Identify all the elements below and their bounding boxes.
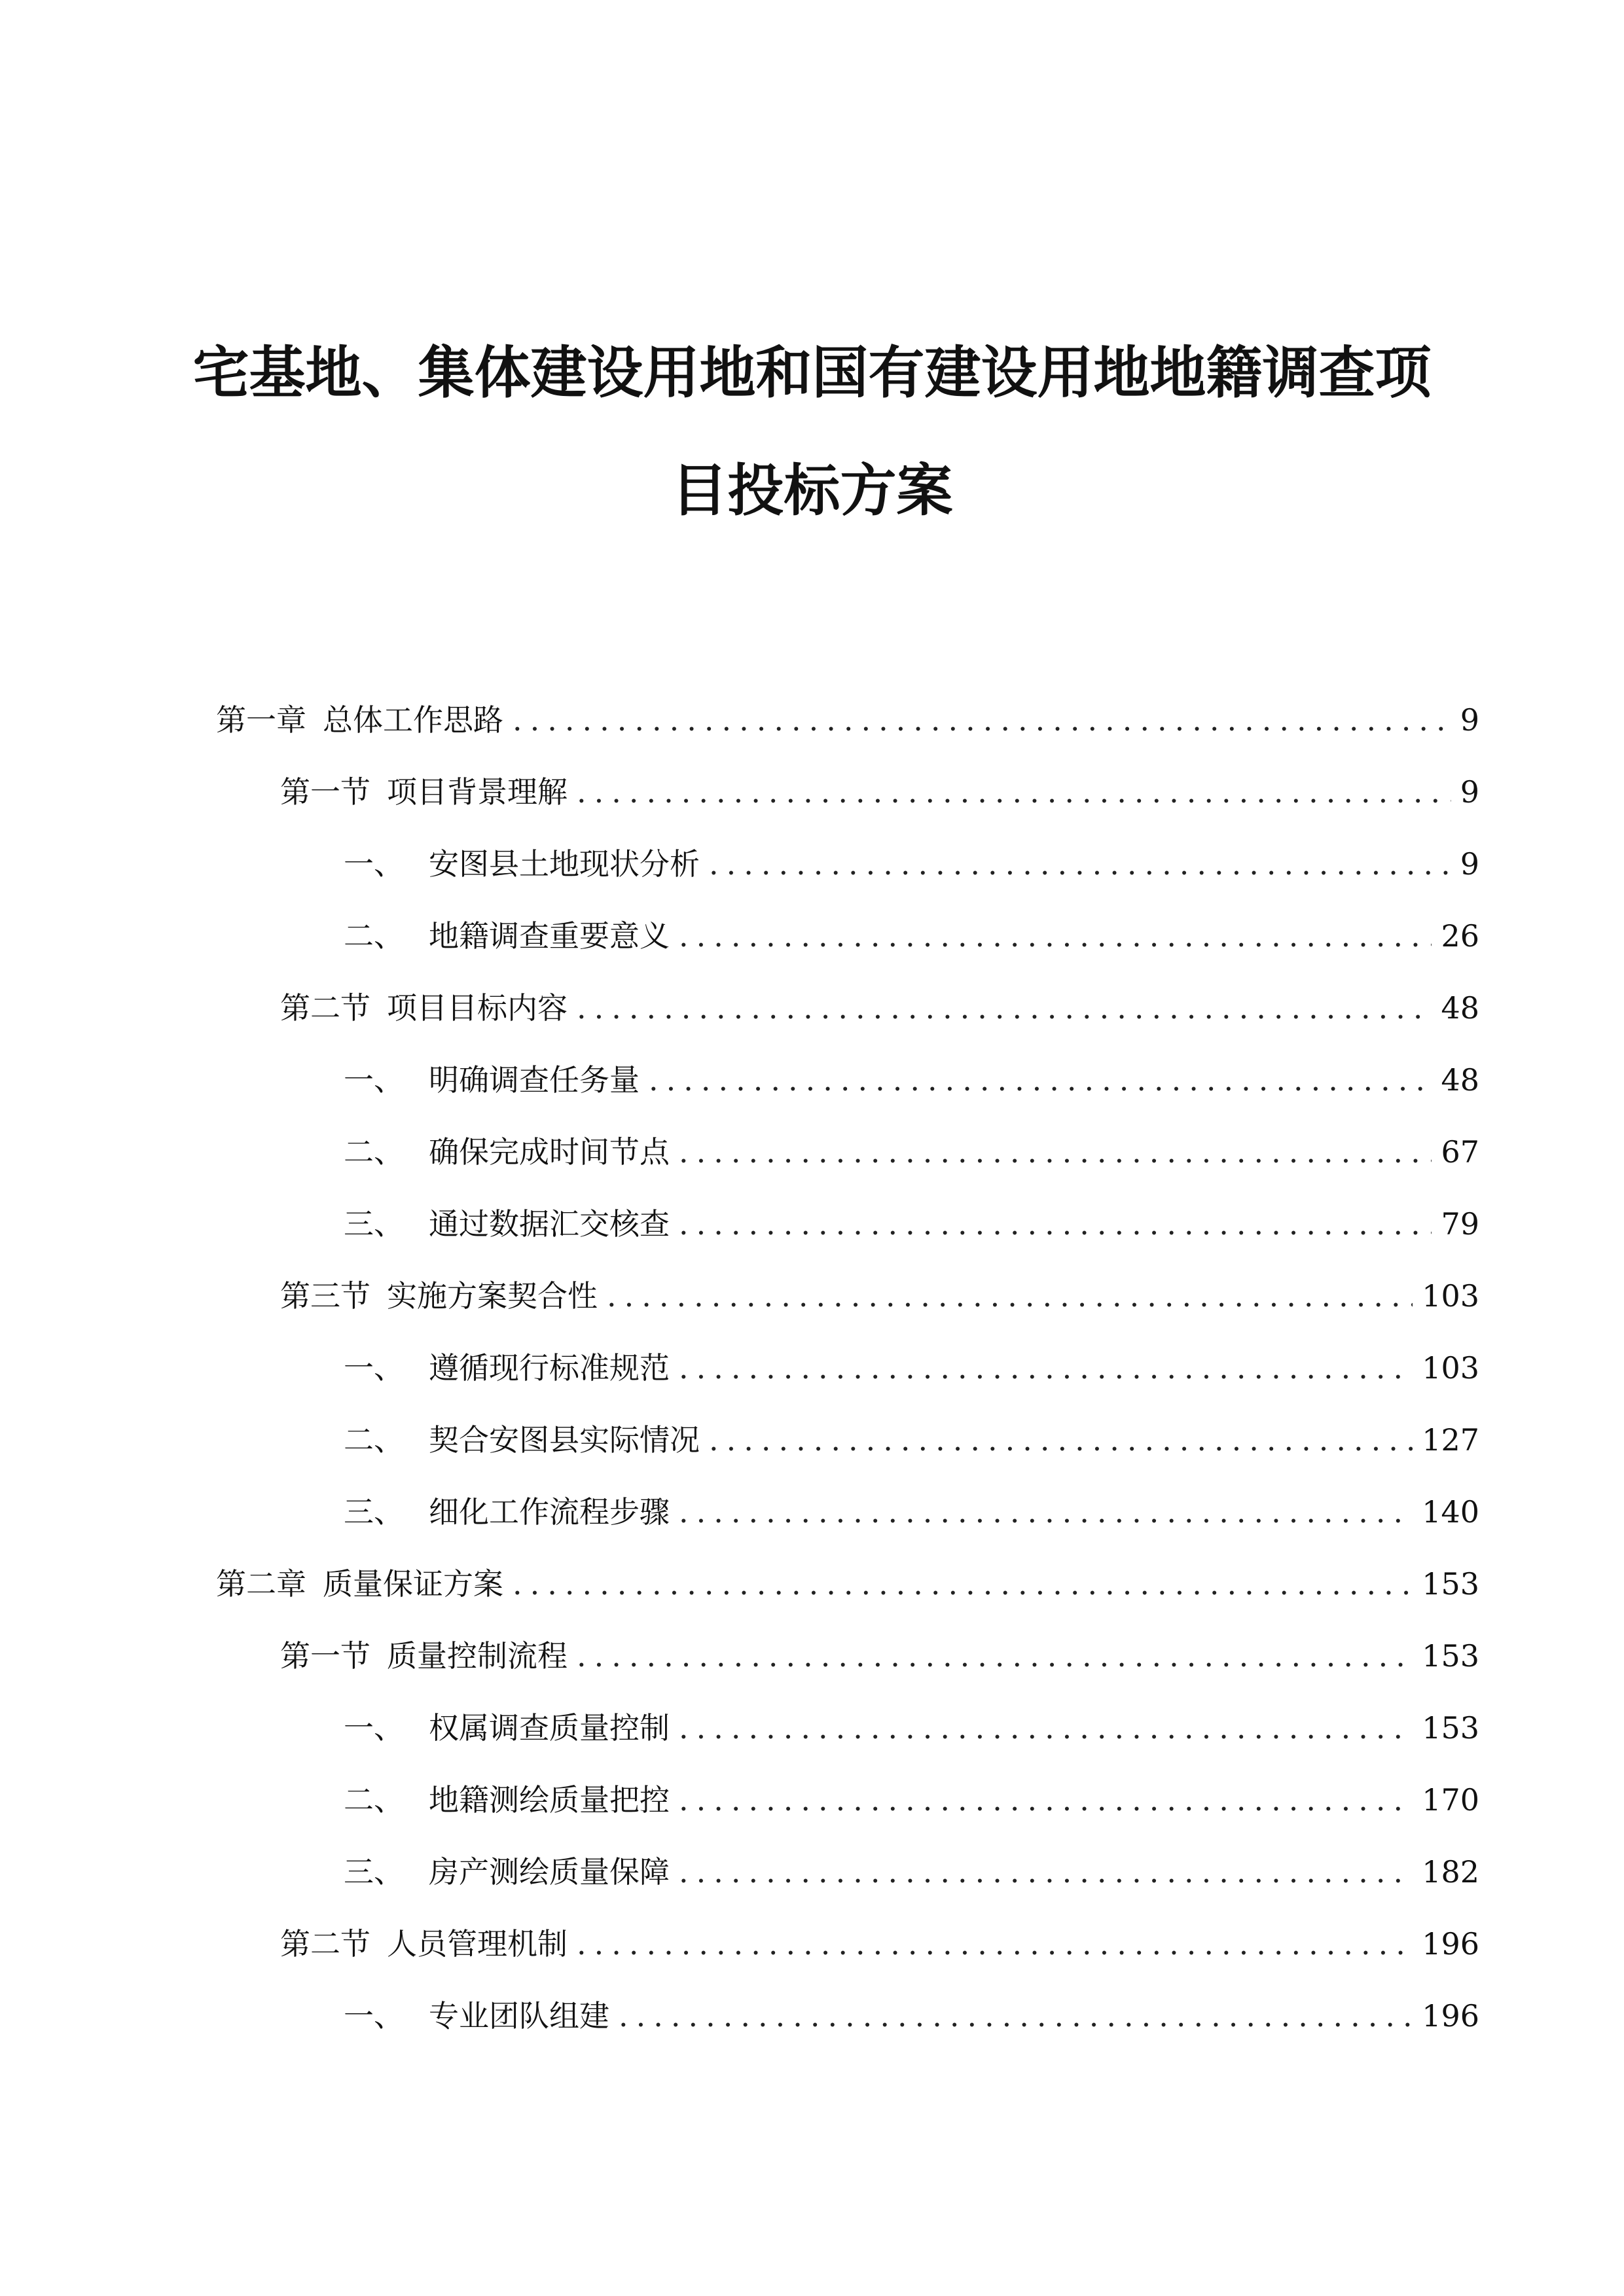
toc-entry-title: 确保完成时间节点 [429,1134,670,1170]
toc-dot-leader [679,1846,1413,1898]
toc-dot-leader [577,982,1432,1034]
toc-entry[interactable] [344,1126,1479,1178]
toc-entry[interactable] [344,838,1479,890]
toc-dot-leader [679,1486,1413,1538]
toc-page-number: 170 [1422,1782,1479,1818]
toc-page-number: 48 [1441,990,1479,1026]
toc-entry-number: 二、 [344,1422,404,1458]
toc-entry[interactable] [344,1774,1479,1826]
toc-entry-number: 三、 [344,1494,404,1530]
toc-dot-leader [577,1918,1413,1970]
toc-page-number: 196 [1422,1926,1479,1962]
toc-page-number: 9 [1460,702,1479,738]
toc-entry-number: 二、 [344,1134,404,1170]
toc-entry[interactable] [280,1630,1479,1682]
toc-entry-title: 遵循现行标准规范 [429,1350,670,1386]
toc-dot-leader [513,1558,1413,1610]
toc-entry-number: 一、 [344,1710,404,1746]
toc-entry-title: 权属调查质量控制 [429,1710,670,1746]
toc-page-number: 153 [1422,1638,1479,1674]
toc-page-number: 127 [1422,1422,1479,1458]
toc-dot-leader [513,694,1451,746]
toc-entry-title: 地籍测绘质量把控 [429,1782,670,1818]
toc-dot-leader [619,1990,1413,2042]
toc-entry-title: 专业团队组建 [429,1998,609,2034]
toc-entry-number: 第一章 [216,702,306,738]
toc-page-number: 103 [1422,1350,1479,1386]
toc-dot-leader [679,1198,1432,1250]
toc-entry[interactable] [344,1702,1479,1754]
toc-entry-number: 一、 [344,1350,404,1386]
toc-page-number: 182 [1422,1854,1479,1890]
toc-dot-leader [649,1054,1432,1106]
toc-entry-title: 质量控制流程 [387,1638,568,1674]
toc-page-number: 48 [1441,1062,1479,1098]
toc-entry[interactable] [216,1558,1479,1610]
toc-entry-title: 明确调查任务量 [429,1062,640,1098]
toc-dot-leader [679,1342,1413,1394]
toc-entry-title: 人员管理机制 [387,1926,568,1962]
toc-entry[interactable] [216,694,1479,746]
toc-entry-title: 通过数据汇交核查 [429,1206,670,1242]
toc-entry[interactable] [344,910,1479,962]
toc-entry-title: 项目目标内容 [387,990,568,1026]
toc-entry-title: 项目背景理解 [387,774,568,810]
toc-page-number: 9 [1460,846,1479,882]
toc-entry-number: 第二节 [280,1926,370,1962]
toc-entry-number: 第一节 [280,774,370,810]
toc-page-number: 153 [1422,1566,1479,1602]
toc-entry[interactable] [344,1054,1479,1106]
toc-entry[interactable] [280,982,1479,1034]
toc-page-number: 67 [1441,1134,1479,1170]
toc-entry-title: 地籍调查重要意义 [429,918,670,954]
toc-entry[interactable] [344,1414,1479,1466]
toc-page-number: 153 [1422,1710,1479,1746]
toc-entry-title: 房产测绘质量保障 [429,1854,670,1890]
toc-page-number: 79 [1441,1206,1479,1242]
toc-entry-title: 契合安图县实际情况 [429,1422,700,1458]
toc-dot-leader [679,1126,1432,1178]
toc-dot-leader [577,1630,1413,1682]
toc-dot-leader [607,1270,1413,1322]
toc-dot-leader [679,1702,1413,1754]
toc-entry-title: 细化工作流程步骤 [429,1494,670,1530]
toc-page-number: 26 [1441,918,1479,954]
toc-dot-leader [709,838,1451,890]
toc-page-number: 103 [1422,1278,1479,1314]
toc-entry-number: 第一节 [280,1638,370,1674]
toc-entry-title: 质量保证方案 [323,1566,503,1602]
toc-dot-leader [577,766,1451,818]
toc-entry-number: 三、 [344,1854,404,1890]
toc-dot-leader [679,1774,1413,1826]
toc-dot-leader [679,910,1432,962]
toc-entry[interactable] [344,1486,1479,1538]
toc-entry[interactable] [344,1198,1479,1250]
toc-entry-number: 一、 [344,1998,404,2034]
toc-entry-number: 第二章 [216,1566,306,1602]
toc-page-number: 140 [1422,1494,1479,1530]
document-title-line-2: 目投标方案 [671,458,953,524]
toc-page-number: 9 [1460,774,1479,810]
toc-entry-title: 实施方案契合性 [387,1278,598,1314]
toc-entry[interactable] [280,1918,1479,1970]
toc-entry-number: 一、 [344,846,404,882]
toc-dot-leader [709,1414,1413,1466]
toc-entry[interactable] [280,766,1479,818]
toc-entry-number: 二、 [344,1782,404,1818]
toc-entry-title: 总体工作思路 [323,702,503,738]
toc-entry[interactable] [344,1990,1479,2042]
toc-entry-number: 二、 [344,918,404,954]
toc-entry[interactable] [280,1270,1479,1322]
toc-entry[interactable] [344,1846,1479,1898]
document-title-line-1: 宅基地、集体建设用地和国有建设用地地籍调查项 [192,340,1432,406]
toc-entry[interactable] [344,1342,1479,1394]
toc-entry-title: 安图县土地现状分析 [429,846,700,882]
toc-page-number: 196 [1422,1998,1479,2034]
toc-entry-number: 第二节 [280,990,370,1026]
toc-entry-number: 第三节 [280,1278,370,1314]
toc-entry-number: 三、 [344,1206,404,1242]
toc-entry-number: 一、 [344,1062,404,1098]
